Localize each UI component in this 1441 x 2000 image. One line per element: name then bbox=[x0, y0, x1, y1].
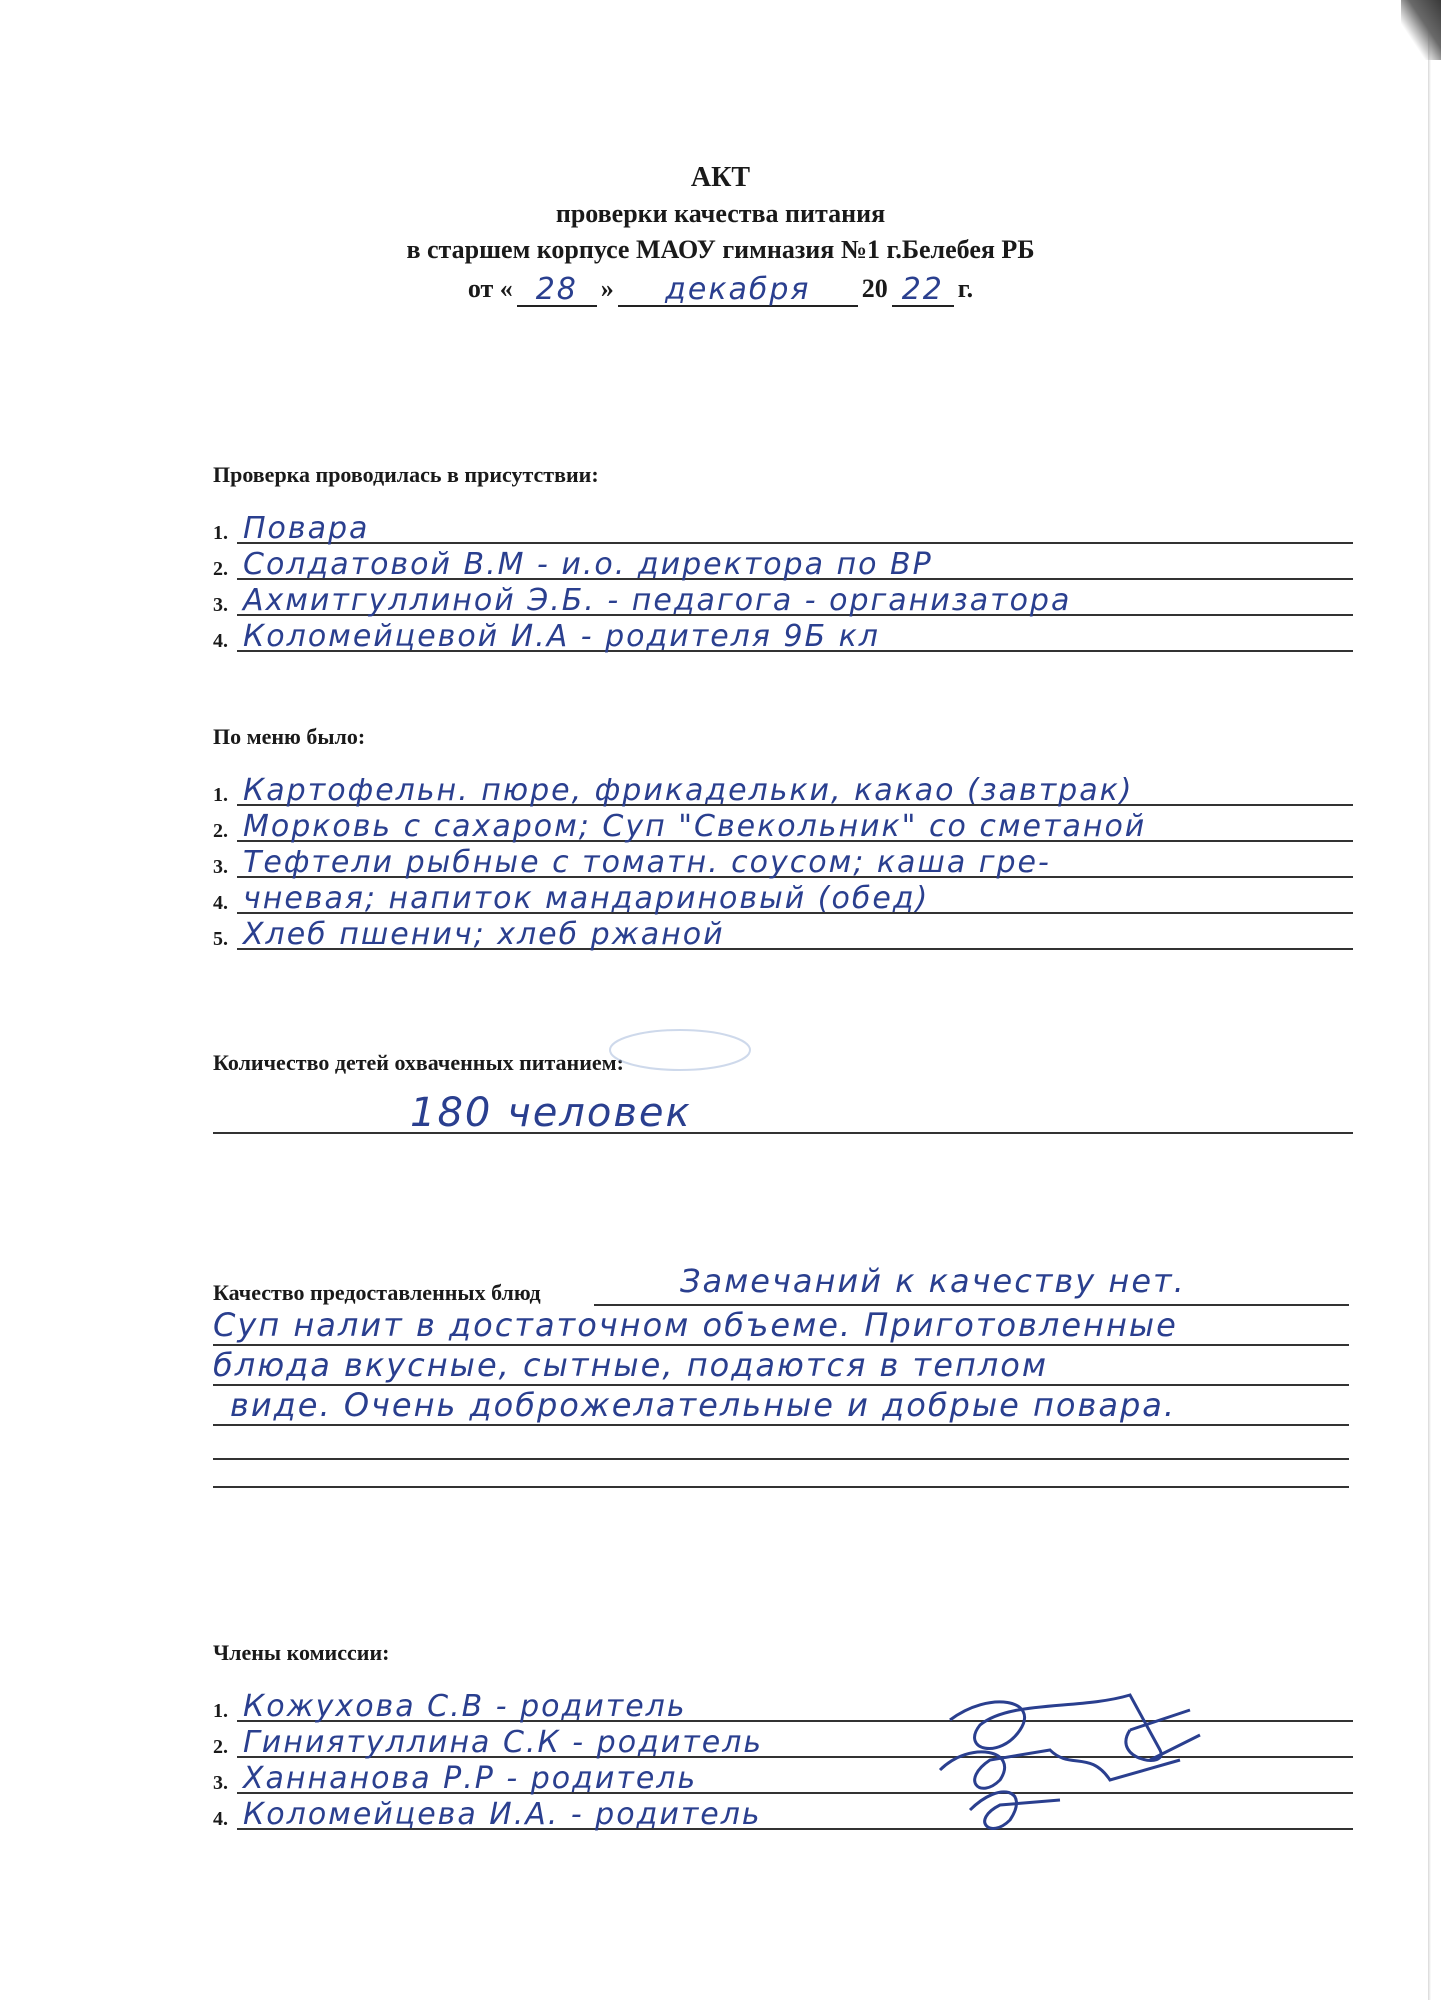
row-line bbox=[237, 878, 1353, 914]
row-line bbox=[237, 508, 1353, 544]
quality-label: Качество предоставленных блюд bbox=[213, 1280, 541, 1305]
handwritten-entry: Тефтели рыбные с томатн. соусом; каша гре- bbox=[243, 845, 1051, 880]
presence-row bbox=[213, 616, 1353, 652]
signature-scribbles bbox=[930, 1690, 1210, 1850]
row-number: 2. bbox=[213, 558, 228, 580]
row-number: 4. bbox=[213, 1808, 228, 1830]
row-number: 3. bbox=[213, 856, 228, 878]
children-label: Количество детей охваченных питанием: bbox=[213, 1050, 624, 1075]
menu-row bbox=[213, 770, 1353, 806]
menu-row bbox=[213, 806, 1353, 842]
date-year-suffix: г. bbox=[957, 274, 974, 303]
row-number: 2. bbox=[213, 1736, 228, 1758]
date-year-prefix: 20 bbox=[861, 274, 888, 303]
document-date bbox=[468, 268, 973, 307]
menu-row bbox=[213, 914, 1353, 950]
row-line bbox=[237, 806, 1353, 842]
children-rule bbox=[213, 1132, 1353, 1134]
row-line bbox=[237, 914, 1353, 950]
presence-row bbox=[213, 544, 1353, 580]
quality-rule bbox=[213, 1424, 1349, 1426]
children-count: 180 человек bbox=[410, 1090, 692, 1136]
handwritten-entry: Кожухова С.В - родитель bbox=[243, 1689, 687, 1724]
row-number: 1. bbox=[213, 522, 228, 544]
handwritten-entry: Морковь с сахаром; Суп "Свекольник" со сметаной bbox=[243, 809, 1147, 844]
handwritten-entry: Солдатовой В.М - и.о. директора по ВР bbox=[243, 547, 933, 582]
commission-label: Члены комиссии: bbox=[213, 1640, 390, 1665]
row-number: 3. bbox=[213, 594, 228, 616]
row-number: 2. bbox=[213, 820, 228, 842]
row-line bbox=[237, 842, 1353, 878]
document-header bbox=[0, 160, 1441, 307]
quality-line-4: виде. Очень доброжелательные и добрые повара. bbox=[230, 1386, 1177, 1424]
menu-row bbox=[213, 842, 1353, 878]
row-line bbox=[237, 616, 1353, 652]
row-number: 1. bbox=[213, 784, 228, 806]
menu-label: По меню было: bbox=[213, 724, 366, 749]
row-number: 4. bbox=[213, 630, 228, 652]
handwritten-entry: чневая; напиток мандариновый (обед) bbox=[243, 881, 930, 916]
presence-label: Проверка проводилась в присутствии: bbox=[213, 462, 599, 487]
presence-row bbox=[213, 580, 1353, 616]
date-day-blank bbox=[517, 268, 597, 307]
date-month: декабря bbox=[665, 272, 811, 307]
quality-line-3: блюда вкусные, сытные, подаются в теплом bbox=[213, 1346, 1048, 1384]
scan-corner-mark bbox=[1401, 0, 1441, 60]
date-year-blank bbox=[892, 268, 954, 307]
date-year: 22 bbox=[901, 272, 944, 307]
quality-line-1: Замечаний к качеству нет. bbox=[680, 1262, 1186, 1300]
row-line bbox=[237, 580, 1353, 616]
presence-row bbox=[213, 508, 1353, 544]
row-number: 3. bbox=[213, 1772, 228, 1794]
document-title: АКТ bbox=[690, 162, 751, 193]
presence-list bbox=[213, 508, 1353, 652]
date-prefix: от « bbox=[467, 274, 513, 303]
handwritten-entry: Ахмитгуллиной Э.Б. - педагога - организатора bbox=[243, 583, 1072, 618]
row-number: 5. bbox=[213, 928, 228, 950]
stamp-mark bbox=[580, 990, 780, 1110]
document-location: в старшем корпусе МАОУ гимназия №1 г.Белебея РБ bbox=[406, 235, 1035, 264]
row-number: 1. bbox=[213, 1700, 228, 1722]
date-month-blank bbox=[618, 268, 858, 307]
handwritten-entry: Коломейцева И.А. - родитель bbox=[243, 1797, 762, 1832]
date-day: 28 bbox=[535, 272, 578, 307]
row-number: 4. bbox=[213, 892, 228, 914]
handwritten-entry: Картофельн. пюре, фрикадельки, какао (завтрак) bbox=[243, 773, 1134, 808]
handwritten-entry: Ханнанова Р.Р - родитель bbox=[243, 1761, 698, 1796]
row-line bbox=[237, 770, 1353, 806]
handwritten-entry: Хлеб пшенич; хлеб ржаной bbox=[243, 917, 725, 952]
menu-row bbox=[213, 878, 1353, 914]
quality-line-2: Суп налит в достаточном объеме. Приготовленные bbox=[213, 1306, 1178, 1344]
row-line bbox=[237, 544, 1353, 580]
document-subtitle: проверки качества питания bbox=[555, 199, 886, 228]
handwritten-entry: Гиниятуллина С.К - родитель bbox=[243, 1725, 764, 1760]
date-day-close: » bbox=[600, 274, 614, 303]
handwritten-entry: Повара bbox=[243, 511, 370, 546]
menu-list bbox=[213, 770, 1353, 950]
quality-rule bbox=[213, 1486, 1349, 1488]
quality-rule bbox=[213, 1458, 1349, 1460]
handwritten-entry: Коломейцевой И.А - родителя 9Б кл bbox=[243, 619, 880, 654]
